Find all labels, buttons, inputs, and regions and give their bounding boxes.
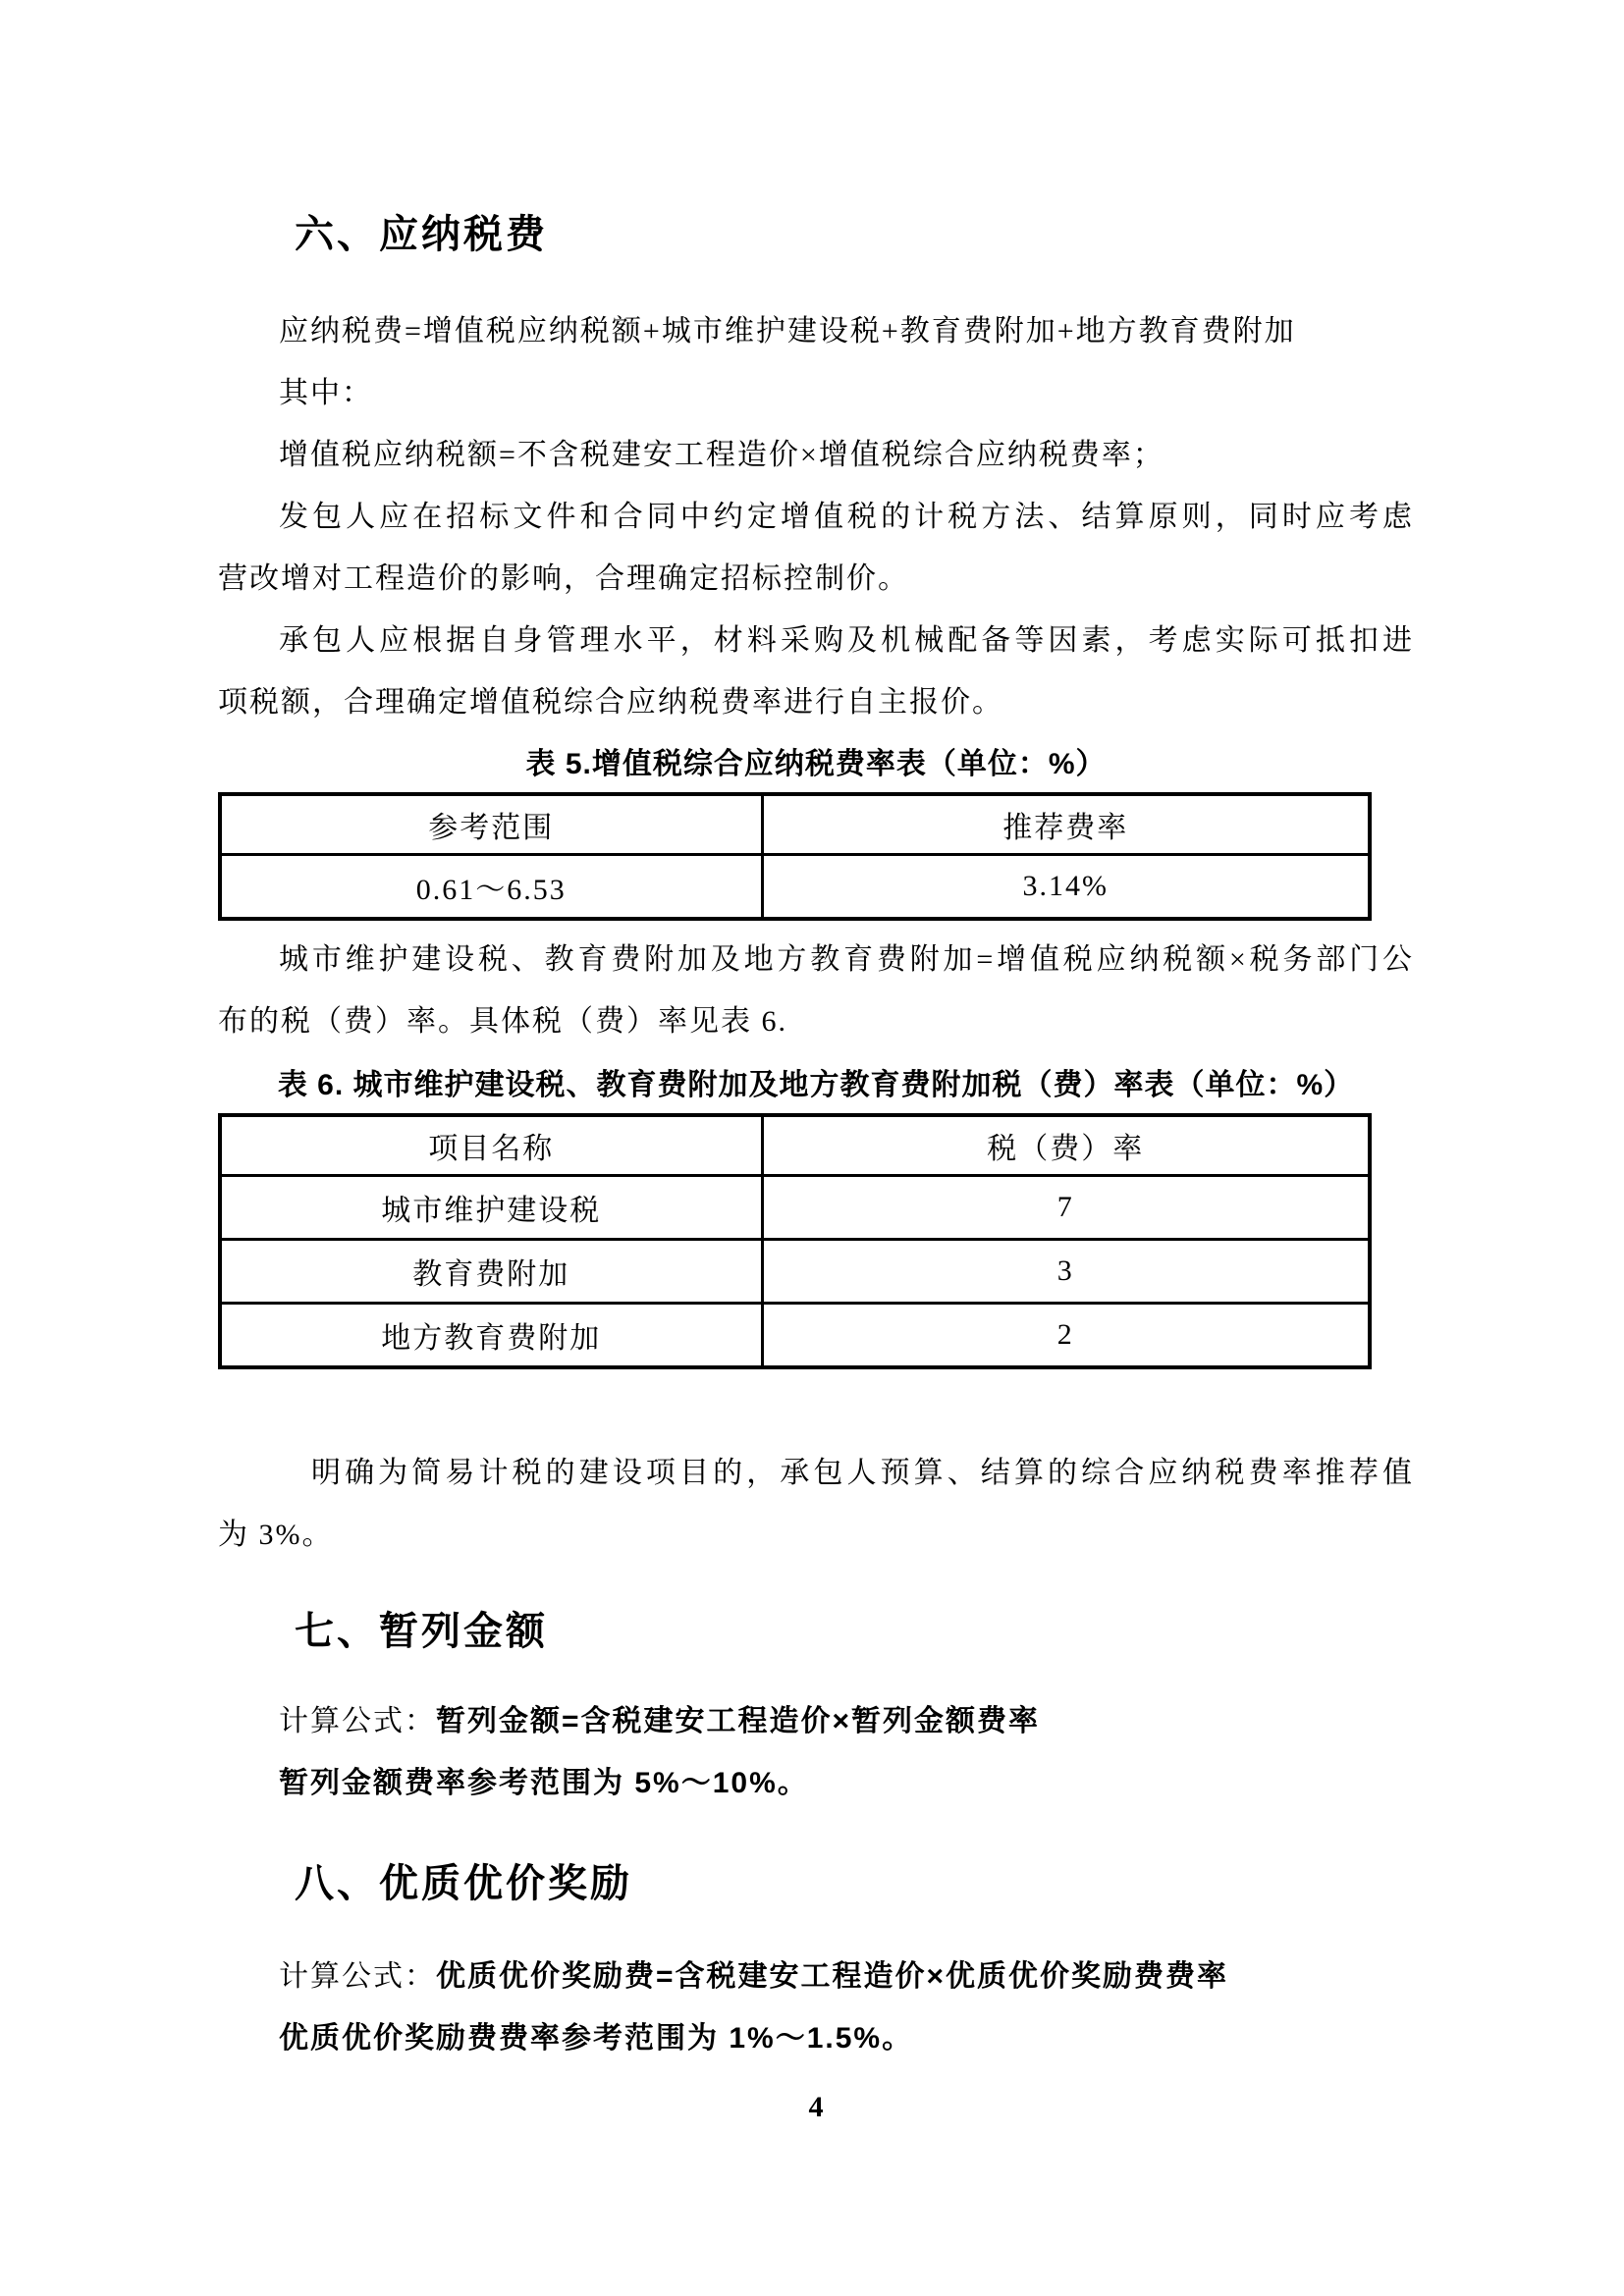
section-heading-quality-award: 八、优质优价奖励 — [295, 1862, 632, 1905]
table-row — [220, 855, 1370, 920]
section-heading-taxes: 六、应纳税费 — [295, 213, 548, 256]
formula-label: 计算公式： — [279, 1705, 436, 1737]
provisional-sum-formula-line — [218, 1690, 1414, 1752]
quality-award-range-line: 优质优价奖励费费率参考范围为 1%～1.5%。 — [279, 2022, 914, 2055]
table-row — [220, 1240, 1370, 1304]
table-row — [220, 794, 1370, 855]
para-surtax-line2: 布的税（费）率。具体税（费）率见表 6. — [218, 1005, 787, 1038]
table-row — [220, 1176, 1370, 1240]
provisional-sum-range-line: 暂列金额费率参考范围为 5%～10%。 — [279, 1767, 809, 1799]
quality-award-formula-line — [218, 1946, 1414, 2007]
table-cell: 教育费附加 — [220, 1240, 762, 1304]
table-cell: 3.14% — [762, 855, 1370, 920]
para-contractor-line2: 项税额，合理确定增值税综合应纳税费率进行自主报价。 — [218, 686, 1003, 719]
table-header-cell: 推荐费率 — [762, 794, 1370, 855]
section-heading-provisional-sum: 七、暂列金额 — [295, 1610, 548, 1653]
para-employer-line1: 发包人应在招标文件和合同中约定增值税的计税方法、结算原则，同时应考虑 — [279, 501, 1414, 533]
table6-caption: 表 6. 城市维护建设税、教育费附加及地方教育费附加税（费）率表（单位：%） — [277, 1069, 1355, 1101]
para-employer-line2: 营改增对工程造价的影响，合理确定招标控制价。 — [218, 562, 909, 595]
table-cell: 城市维护建设税 — [220, 1176, 762, 1240]
page-content — [0, 212, 1624, 2127]
table-row — [220, 1115, 1370, 1176]
table-header-cell: 项目名称 — [220, 1115, 762, 1176]
table-row — [220, 1304, 1370, 1368]
table-cell: 0.61～6.53 — [220, 855, 762, 920]
table5-caption: 表 5.增值税综合应纳税费率表（单位：%） — [525, 748, 1107, 780]
para-among-which: 其中： — [279, 377, 373, 409]
table-cell: 3 — [762, 1240, 1370, 1304]
para-surtax-line1: 城市维护建设税、教育费附加及地方教育费附加=增值税应纳税额×税务部门公 — [279, 943, 1414, 976]
formula-text: 优质优价奖励费=含税建安工程造价×优质优价奖励费费率 — [436, 1960, 1229, 1993]
para-tax-formula: 应纳税费=增值税应纳税额+城市维护建设税+教育费附加+地方教育费附加 — [279, 315, 1296, 347]
para-contractor-line1: 承包人应根据自身管理水平，材料采购及机械配备等因素，考虑实际可抵扣进 — [279, 624, 1414, 657]
para-simple-tax-line2: 为 3%。 — [218, 1519, 334, 1551]
table-cell: 2 — [762, 1304, 1370, 1368]
para-simple-tax-line1: 明确为简易计税的建设项目的，承包人预算、结算的综合应纳税费率推荐值 — [311, 1457, 1414, 1489]
surtax-rate-table — [218, 1113, 1372, 1369]
formula-label: 计算公式： — [279, 1960, 436, 1993]
vat-rate-table — [218, 792, 1372, 921]
table-cell: 地方教育费附加 — [220, 1304, 762, 1368]
para-vat-formula: 增值税应纳税额=不含税建安工程造价×增值税综合应纳税费率； — [279, 439, 1164, 471]
formula-text: 暂列金额=含税建安工程造价×暂列金额费率 — [436, 1705, 1041, 1737]
table-header-cell: 参考范围 — [220, 794, 762, 855]
table-cell: 7 — [762, 1176, 1370, 1240]
page-number: 4 — [808, 2091, 824, 2123]
table-header-cell: 税（费）率 — [762, 1115, 1370, 1176]
